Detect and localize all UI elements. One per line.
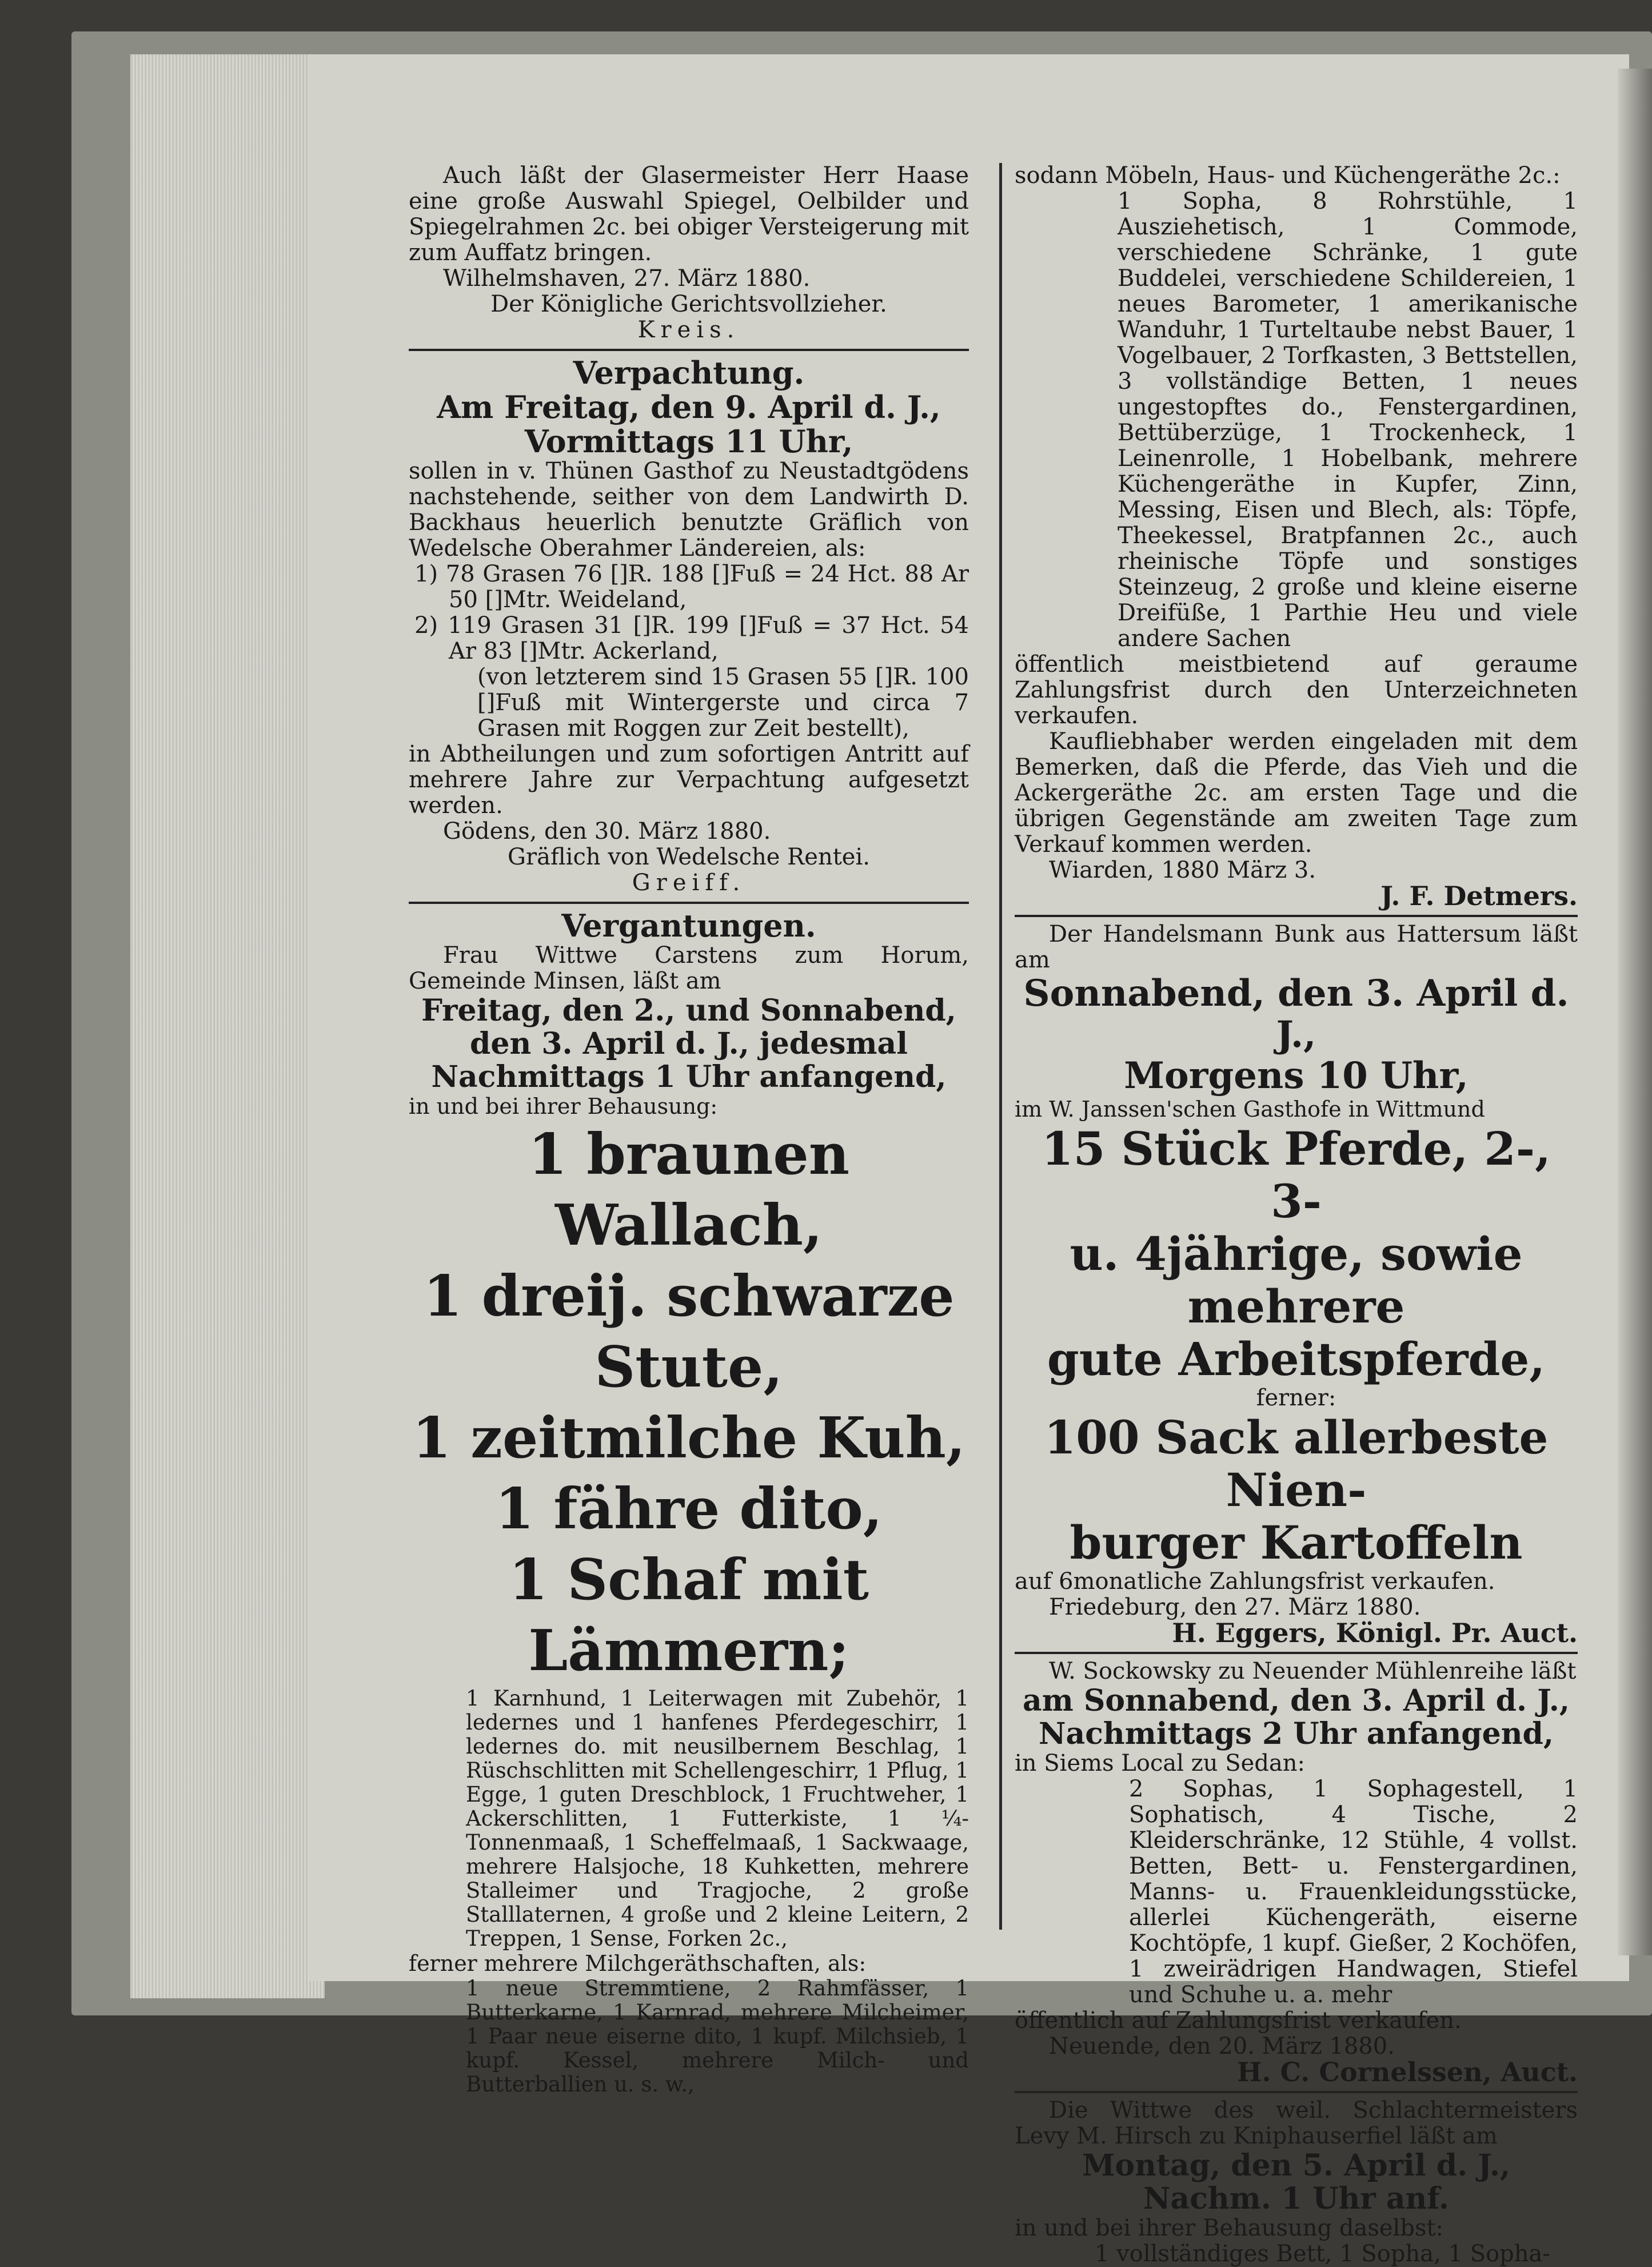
moebel-signature: J. F. Detmers. (1380, 880, 1578, 911)
vergantungen-intro: Frau Wittwe Carstens zum Horum, Gemeinde Minsen, läßt am (409, 942, 969, 994)
verpachtung-body: sollen in v. Thünen Gasthof zu Neustadtgödens nachstehende, seither von dem Landwirth D. Backhaus heuerlich benutzte Gräflich von Wedelsche Oberahmer Ländereien, als: (409, 458, 969, 561)
bunk-place: im W. Janssen'schen Gasthofe in Wittmund (1015, 1097, 1485, 1122)
sockowsky-date: am Sonnabend, den 3. April d. J., (1023, 1683, 1570, 1718)
section-rule (409, 349, 969, 351)
sockowsky-items: 2 Sophas, 1 Sophagestell, 1 Sophatisch, 4 Tische, 2 Kleiderschränke, 12 Stühle, 4 vollst. Betten, Bett- u. Fenstergardinen, Manns- u. Frauenkleidungsstücke, allerlei Küchengeräth, eiserne Kochtöpfe, 1 kupf. Gießer, 2 Kochöfen, 1 zweirädrigen Handwagen, Stiefel und Schuhe u. a. mehr (1129, 1776, 1578, 2008)
sockowsky-time: Nachmittags 2 Uhr anfangend, (1039, 1716, 1554, 1751)
bunk-ferner: ferner: (1256, 1385, 1336, 1411)
glasermeister-notice: Auch läßt der Glasermeister Herr Haase eine große Auswahl Spiegel, Oelbilder und Spiegelrahmen 2c. bei obiger Versteigerung mit zum Auffatz bringen. (409, 162, 969, 266)
bunk-sale: auf 6monatliche Zahlungsfrist verkaufen. (1015, 1568, 1495, 1595)
vergantungen-date: Freitag, den 2., und Sonnabend, den 3. April d. J., jedesmal Nachmittags 1 Uhr anfangend, (421, 993, 956, 1094)
notice-signature: Kreis. (637, 317, 740, 343)
sockowsky-intro: W. Sockowsky zu Neuender Mühlenreihe läßt (1049, 1658, 1577, 1684)
vergantungen-place: in und bei ihrer Behausung: (409, 1094, 718, 1119)
bunk-time: Morgens 10 Uhr, (1124, 1054, 1469, 1097)
verpachtung-closing: in Abtheilungen und zum sofortigen Antritt auf mehrere Jahre zur Verpachtung aufgesetzt werden. (409, 741, 969, 819)
bunk-big-line: gute Arbeitspferde, (1047, 1332, 1546, 1386)
sockowsky-place: in Siems Local zu Sedan: (1015, 1750, 1306, 1776)
verpachtung-heading: Verpachtung. (573, 354, 805, 391)
section-rule (1015, 2091, 1578, 2093)
big-item: 1 braunen Wallach, (528, 1122, 850, 1258)
vergantungen-heading: Vergantungen. (561, 907, 816, 944)
bunk-intro: Der Handelsmann Bunk aus Hattersum läßt am (1015, 921, 1578, 973)
hirsch-intro: Die Wittwe des weil. Schlachtermeisters Levy M. Hirsch zu Kniphauserfiel läßt am (1015, 2097, 1578, 2149)
verpachtung-time: Vormittags 11 Uhr, (524, 423, 853, 460)
verpachtung-signature: Greiff. (632, 870, 746, 896)
hirsch-date: Montag, den 5. April d. J., (1082, 2148, 1511, 2183)
moebel-note: Kaufliebhaber werden eingeladen mit dem Bemerken, daß die Pferde, das Vieh und die Ackergeräthe 2c. am ersten Tage und die übrigen Gegenstände am zweiten Tage zum Verkauf kommen werden. (1015, 728, 1578, 858)
verpachtung-item-1: 1) 78 Grasen 76 []R. 188 []Fuß = 24 Hct. 88 Ar 50 []Mtr. Weideland, (414, 561, 969, 613)
bunk-place-date: Friedeburg, den 27. März 1880. (1049, 1594, 1421, 1620)
big-item: 1 Schaf mit Lämmern; (509, 1547, 869, 1684)
big-item: 1 fähre dito, (495, 1476, 883, 1542)
milk-items: 1 neue Stremmtiene, 2 Rahmfässer, 1 Butterkarne, 1 Karnrad, mehrere Milcheimer, 1 Paar neue eiserne dito, 1 kupf. Milchsieb, 1 kupf. Kessel, mehrere Milch- und Butterballien u. s. w., (466, 1976, 969, 2097)
verpachtung-item-2-note: (von letzterem sind 15 Grasen 55 []R. 100 []Fuß mit Wintergerste und circa 7 Grasen mit Roggen zur Zeit bestellt), (477, 664, 969, 742)
hirsch-place: in und bei ihrer Behausung daselbst: (1015, 2215, 1444, 2241)
facing-page-edge (1618, 69, 1652, 1955)
sockowsky-sale: öffentlich auf Zahlungsfrist verkaufen. (1015, 2007, 1462, 2034)
verpachtung-office: Gräflich von Wedelsche Rentei. (508, 844, 870, 870)
section-rule (1015, 915, 1578, 917)
verpachtung-place-date: Gödens, den 30. März 1880. (443, 818, 771, 844)
bunk-big-line: 15 Stück Pferde, 2-, 3- (1042, 1122, 1551, 1228)
section-rule (409, 902, 969, 904)
big-item: 1 dreij. schwarze Stute, (423, 1264, 955, 1400)
bunk-big-line: burger Kartoffeln (1070, 1516, 1523, 1569)
big-item: 1 zeitmilche Kuh, (412, 1405, 965, 1471)
verpachtung-date: Am Freitag, den 9. April d. J., (437, 389, 941, 425)
moebel-sale: öffentlich meistbietend auf geraume Zahlungsfrist durch den Unterzeichneten verkaufen. (1015, 651, 1578, 729)
milk-intro: ferner mehrere Milchgeräthschaften, als: (409, 1951, 867, 1976)
hirsch-time: Nachm. 1 Uhr anf. (1143, 2181, 1449, 2216)
left-column (409, 163, 969, 2097)
right-column (1015, 163, 1578, 2267)
moebel-items: 1 Sopha, 8 Rohrstühle, 1 Ausziehetisch, 1 Commode, verschiedene Schränke, 1 gute Buddelei, verschiedene Schildereien, 1 neues Barometer, 1 amerikanische Wanduhr, 1 Turteltaube nebst Bauer, 1 Vogelbauer, 2 Torfkasten, 3 Bettstellen, 3 vollständige Betten, 1 neues ungestopftes do., Fenstergardinen, Bettüberzüge, 1 Trockenheck, 1 Leinenrolle, 1 Hobelbank, mehrere Küchengeräthe in Kupfer, Zinn, Messing, Eisen und Blech, als: Töpfe, Theekessel, Bratpfannen 2c., auch rheinische Töpfe und sonstiges Steinzeug, 2 große und kleine eiserne Dreifüße, 1 Parthie Heu und viele andere Sachen (1118, 188, 1578, 652)
moebel-intro: sodann Möbeln, Haus- und Küchengeräthe 2c.: (1015, 162, 1561, 189)
notice-place-date: Wilhelmshaven, 27. März 1880. (443, 265, 811, 292)
moebel-place-date: Wiarden, 1880 März 3. (1049, 857, 1316, 883)
bunk-signature: H. Eggers, Königl. Pr. Auct. (1172, 1617, 1578, 1648)
section-rule (1015, 1652, 1578, 1654)
hirsch-items: 1 vollständiges Bett, 1 Sopha, 1 Sopha- (1095, 2241, 1550, 2267)
vergantungen-items: 1 Karnhund, 1 Leiterwagen mit Zubehör, 1 ledernes und 1 hanfenes Pferdegeschirr, 1 ledernes do. mit neusilbernem Beschlag, 1 Rüschschlitten mit Schellengeschirr, 1 Pflug, 1 Egge, 1 guten Dreschblock, 1 Fruchtweher, 1 Ackerschlitten, 1 Futterkiste, 1 ¼-Tonnenmaaß, 1 Scheffelmaaß, 1 Sackwaage, mehrere Halsjoche, 18 Kuhketten, mehrere Stalleimer und Tragjoche, 2 große Stalllaternen, 4 große und 2 kleine Leitern, 2 Treppen, 1 Sense, Forken 2c., (466, 1686, 969, 1951)
bunk-date: Sonnabend, den 3. April d. J., (1023, 972, 1569, 1056)
column-divider (999, 163, 1002, 1930)
bunk-big-line: 100 Sack allerbeste Nien- (1044, 1411, 1549, 1517)
sockowsky-place-date: Neuende, den 20. März 1880. (1049, 2033, 1395, 2059)
verpachtung-item-2: 2) 119 Grasen 31 []R. 199 []Fuß = 37 Hct. 54 Ar 83 []Mtr. Ackerland, (414, 612, 969, 664)
page-stack-edge (130, 54, 325, 1998)
bunk-big-line: u. 4jährige, sowie mehrere (1070, 1227, 1523, 1333)
notice-office: Der Königliche Gerichtsvollzieher. (490, 291, 887, 317)
sockowsky-signature: H. C. Cornelssen, Auct. (1237, 2057, 1578, 2087)
